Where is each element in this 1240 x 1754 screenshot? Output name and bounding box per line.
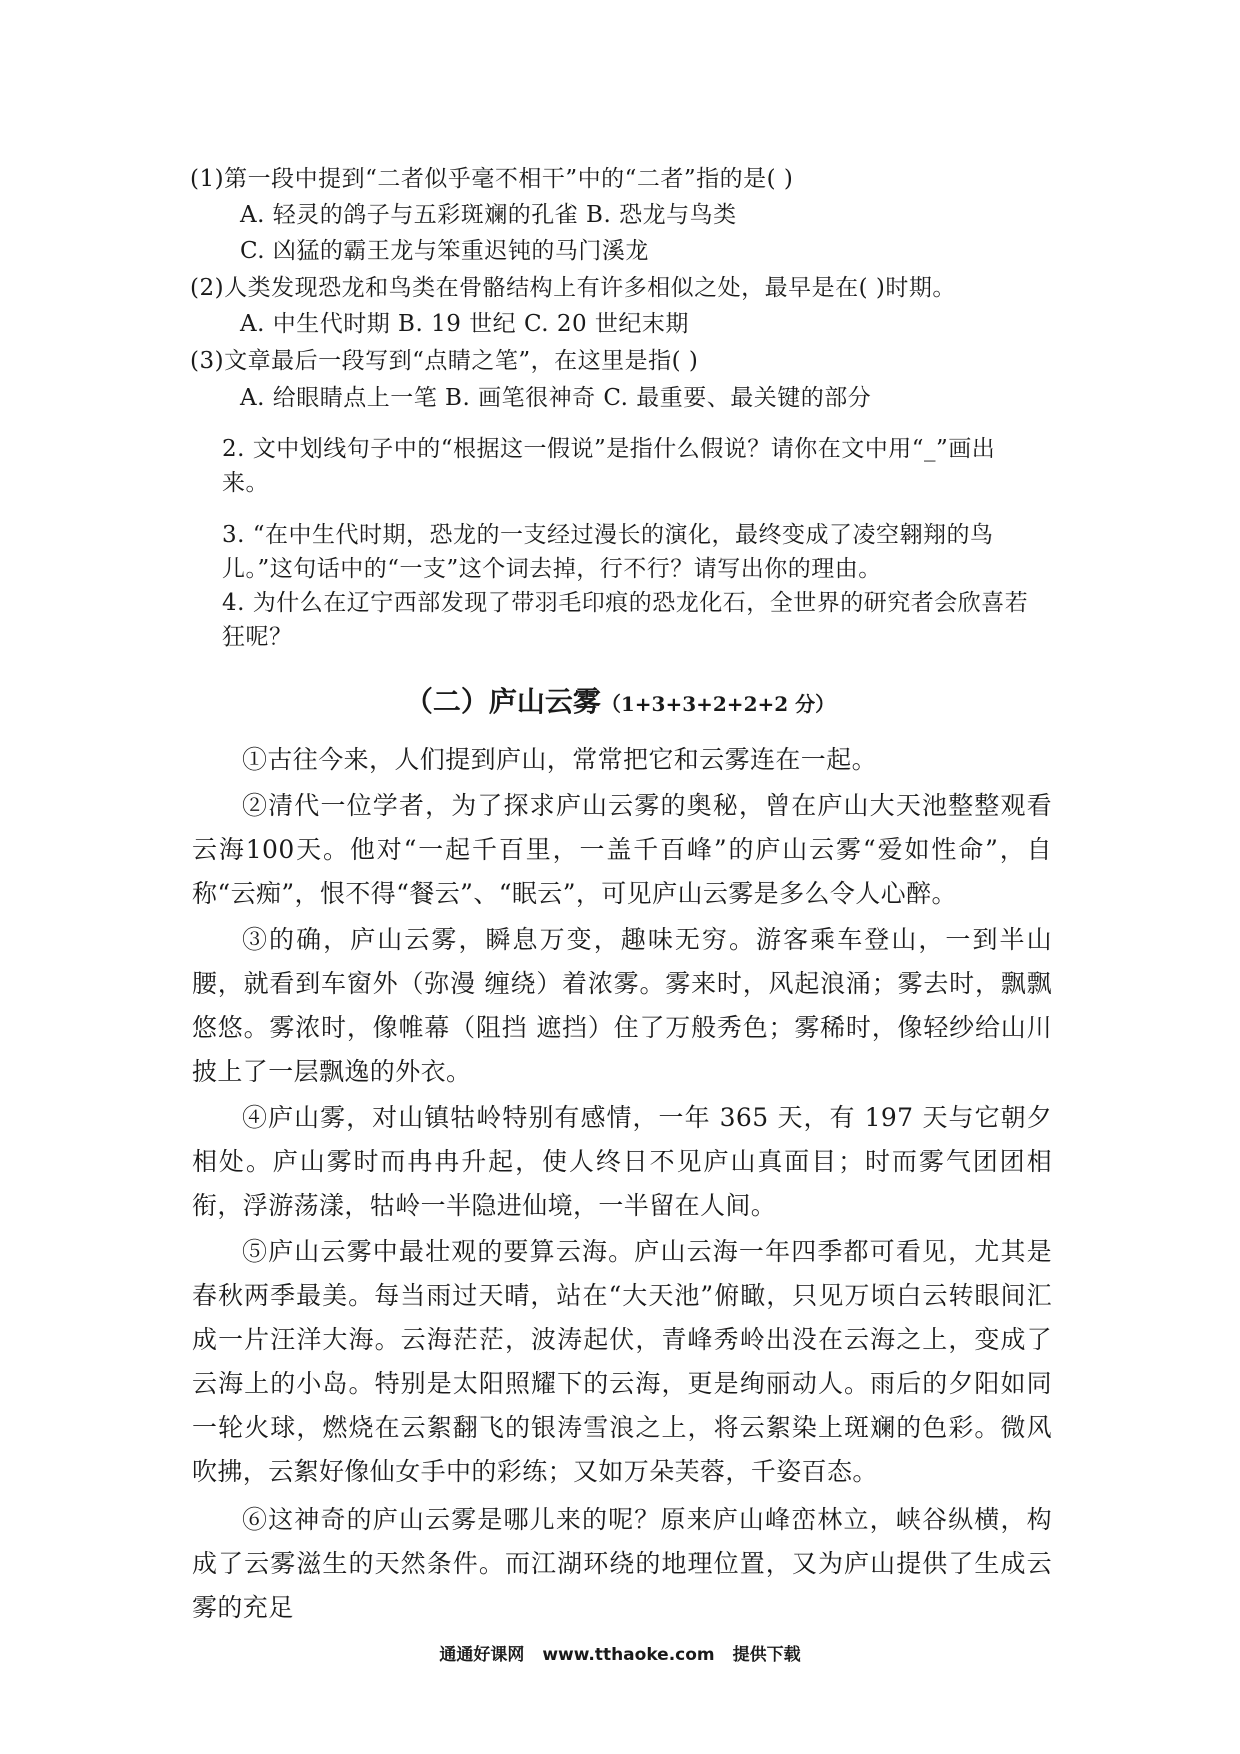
passage-paragraph-1: ①古往今来，人们提到庐山，常常把它和云雾连在一起。 <box>242 745 878 774</box>
section-points: （1+3+3+2+2+2 分） <box>600 692 836 716</box>
question-1-options-line-2: C. 凶猛的霸王龙与笨重迟钝的马门溪龙 <box>240 238 649 264</box>
short-question-2: 2. 文中划线句子中的“根据这一假说”是指什么假说？请你在文中用“_”画出来。 <box>222 436 996 496</box>
question-2-options-line-1: A. 中生代时期 B. 19 世纪 C. 20 世纪末期 <box>240 311 689 337</box>
footer <box>0 1640 1240 1665</box>
section-title <box>0 680 1240 720</box>
passage-paragraph-4: ④庐山雾，对山镇牯岭特别有感情，一年 365 天，有 197 天与它朝夕相处。庐山雾时而冉冉升起，使人终日不见庐山真面目；时而雾气团团相衔，浮游荡漾，牯岭一半隐进仙境，一半留在人间。 <box>192 1103 1052 1220</box>
question-1-stem: (1)第一段中提到“二者似乎毫不相干”中的“二者”指的是( ) <box>190 166 794 192</box>
footer-site-name: 通通好课网 <box>439 1645 525 1665</box>
question-3-options-line-1: A. 给眼睛点上一笔 B. 画笔很神奇 C. 最重要、最关键的部分 <box>240 385 872 411</box>
section-title-text: （二）庐山云雾 <box>404 685 601 718</box>
question-3-stem: (3)文章最后一段写到“点睛之笔”，在这里是指( ) <box>190 348 699 374</box>
passage-paragraph-6: ⑥这神奇的庐山云雾是哪儿来的呢？原来庐山峰峦林立，峡谷纵横，构成了云雾滋生的天然条件。而江湖环绕的地理位置，又为庐山提供了生成云雾的充足 <box>192 1505 1052 1622</box>
passage-paragraph-5: ⑤庐山云雾中最壮观的要算云海。庐山云海一年四季都可看见，尤其是春秋两季最美。每当雨过天晴，站在“大天池”俯瞰，只见万顷白云转眼间汇成一片汪洋大海。云海茫茫，波涛起伏，青峰秀岭出没在云海之上，变成了云海上的小岛。特别是太阳照耀下的云海，更是绚丽动人。雨后的夕阳如同一轮火球，燃烧在云絮翻飞的银涛雪浪之上，将云絮染上斑斓的色彩。微风吹拂，云絮好像仙女手中的彩练；又如万朵芙蓉，千姿百态。 <box>192 1237 1052 1486</box>
footer-suffix: 提供下载 <box>732 1645 801 1665</box>
short-question-3: 3. “在中生代时期，恐龙的一支经过漫长的演化，最终变成了凌空翱翔的鸟儿。”这句话中的“一支”这个词去掉，行不行？请写出你的理由。 <box>222 522 994 582</box>
short-question-4: 4. 为什么在辽宁西部发现了带羽毛印痕的恐龙化石，全世界的研究者会欣喜若狂呢？ <box>222 590 1029 650</box>
passage-paragraph-2: ②清代一位学者，为了探求庐山云雾的奥秘，曾在庐山大天池整整观看云海100天。他对“一起千百里，一盖千百峰”的庐山云雾“爱如性命”，自称“云痴”，恨不得“餐云”、“眠云”，可见庐山云雾是多么令人心醉。 <box>192 791 1052 908</box>
footer-url[interactable]: www.tthaoke.com <box>542 1645 715 1665</box>
question-2-stem: (2)人类发现恐龙和鸟类在骨骼结构上有许多相似之处，最早是在( )时期。 <box>190 275 956 301</box>
question-1-options-line-1: A. 轻灵的鸽子与五彩斑斓的孔雀 B. 恐龙与鸟类 <box>240 202 737 228</box>
passage-paragraph-3: ③的确，庐山云雾，瞬息万变，趣味无穷。游客乘车登山，一到半山腰，就看到车窗外（弥漫 缠绕）着浓雾。雾来时，风起浪涌；雾去时，飘飘悠悠。雾浓时，像帷幕（阻挡 遮挡）住了万般秀色；雾稀时，像轻纱给山川披上了一层飘逸的外衣。 <box>192 925 1052 1086</box>
